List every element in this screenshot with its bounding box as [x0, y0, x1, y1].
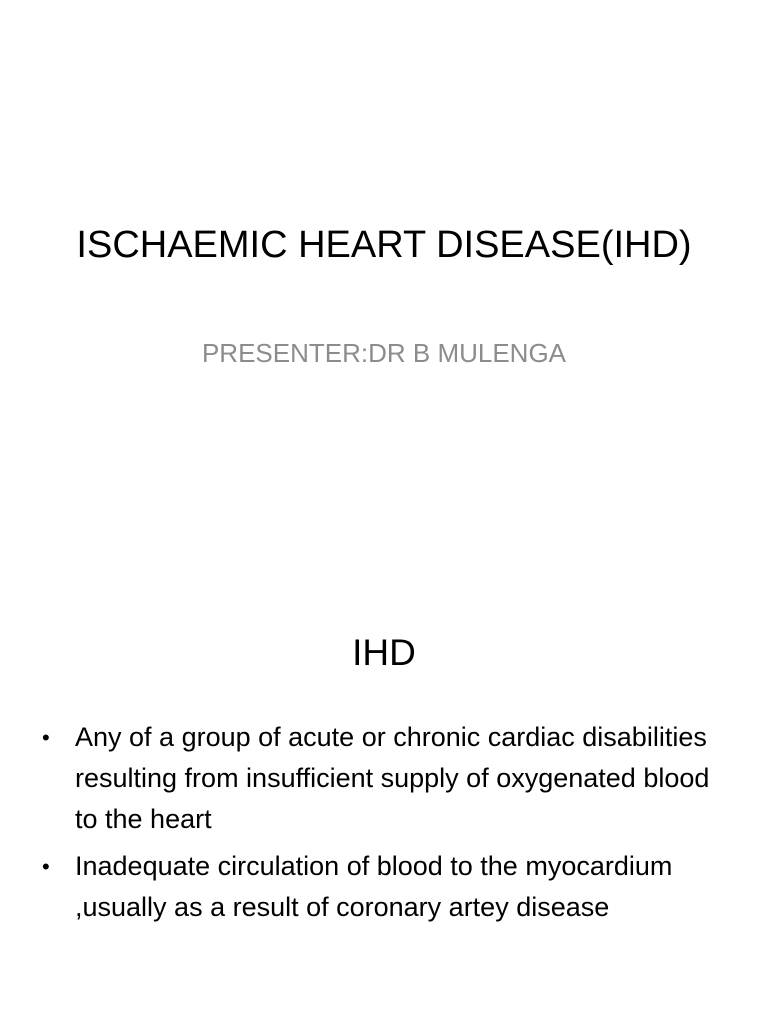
bullet-dot-icon: •: [42, 725, 50, 750]
bullet-text: Inadequate circulation of blood to the myocardium ,usually as a result of coronary artey disease: [75, 851, 673, 922]
bullet-item: [42, 846, 732, 928]
bullet-item: [42, 717, 732, 840]
bullet-dot-icon: •: [42, 854, 50, 879]
bullet-text: Any of a group of acute or chronic cardiac disabilities resulting from insufficient supply of oxygenated blood to the heart: [75, 722, 710, 834]
content-slide: [0, 512, 768, 1024]
bullet-list: [42, 717, 732, 934]
presenter-subtitle: PRESENTER:DR B MULENGA: [201, 338, 567, 368]
presentation-title: ISCHAEMIC HEART DISEASE(IHD): [76, 224, 692, 266]
slide-heading: IHD: [352, 632, 416, 673]
